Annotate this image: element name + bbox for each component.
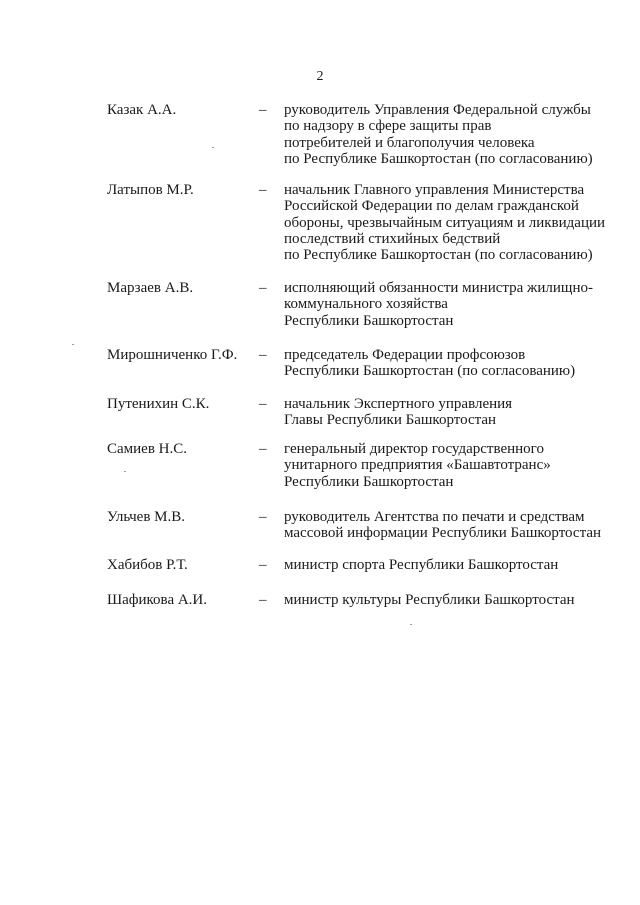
separator-dash: – [259,592,267,608]
position-line: руководитель Управления Федеральной службы [284,102,591,118]
member-position [284,182,614,263]
position-line: Республики Башкортостан [284,473,454,490]
position-line: унитарного предприятия «Башавтотранс» [284,457,551,474]
separator-dash: – [259,509,267,525]
position-line: Главы Республики Башкортостан [284,412,497,429]
separator-dash: – [259,182,267,198]
member-name: Путенихин С.К. [107,396,210,412]
position-line: массовой информации Республики Башкортостан [284,525,602,542]
position-line: начальник Экспертного управления [284,396,513,412]
separator-dash: – [259,396,267,412]
separator-dash: – [259,347,267,363]
position-line: генеральный директор государственного [284,441,544,457]
member-name: Казак А.А. [107,102,177,118]
scan-speck [72,344,74,345]
position-line: исполняющий обязанности министра жилищно- [284,280,594,296]
position-line: потребителей и благополучия человека [284,134,535,151]
position-line: министр культуры Республики Башкортостан [284,592,575,608]
separator-dash: – [259,280,267,296]
position-line: руководитель Агентства по печати и средствам [284,509,585,525]
separator-dash: – [259,441,267,457]
member-name: Шафикова А.И. [107,592,208,608]
position-line: министр спорта Республики Башкортостан [284,557,559,573]
position-line: Республики Башкортостан (по согласованию) [284,363,576,380]
scan-speck [212,147,214,148]
scan-speck [410,624,412,625]
position-line: последствий стихийных бедствий [284,230,501,247]
member-name: Хабибов Р.Т. [107,557,188,573]
member-position [284,102,614,167]
position-line: Республики Башкортостан [284,312,454,329]
member-position [284,441,614,490]
member-name: Латыпов М.Р. [107,182,194,198]
separator-dash: – [259,557,267,573]
member-name: Марзаев А.В. [107,280,194,296]
position-line: по Республике Башкортостан (по согласованию) [284,247,593,264]
member-name: Ульчев М.В. [107,509,185,525]
member-position [284,557,614,573]
member-position [284,280,614,329]
position-line: председатель Федерации профсоюзов [284,347,526,363]
separator-dash: – [259,102,267,118]
position-line: начальник Главного управления Министерства [284,182,585,198]
position-line: Российской Федерации по делам гражданской [284,198,579,215]
position-line: по надзору в сфере защиты прав [284,118,492,135]
member-name: Мирошниченко Г.Ф. [107,347,238,363]
page-number: 2 [316,69,324,84]
member-position [284,592,614,608]
scan-speck [124,471,126,472]
member-name: Самиев Н.С. [107,441,188,457]
member-position [284,509,614,542]
position-line: коммунального хозяйства [284,296,448,313]
position-line: обороны, чрезвычайным ситуациям и ликвидации [284,214,606,231]
position-line: по Республике Башкортостан (по согласованию) [284,150,593,167]
member-position [284,347,614,380]
member-position [284,396,614,429]
